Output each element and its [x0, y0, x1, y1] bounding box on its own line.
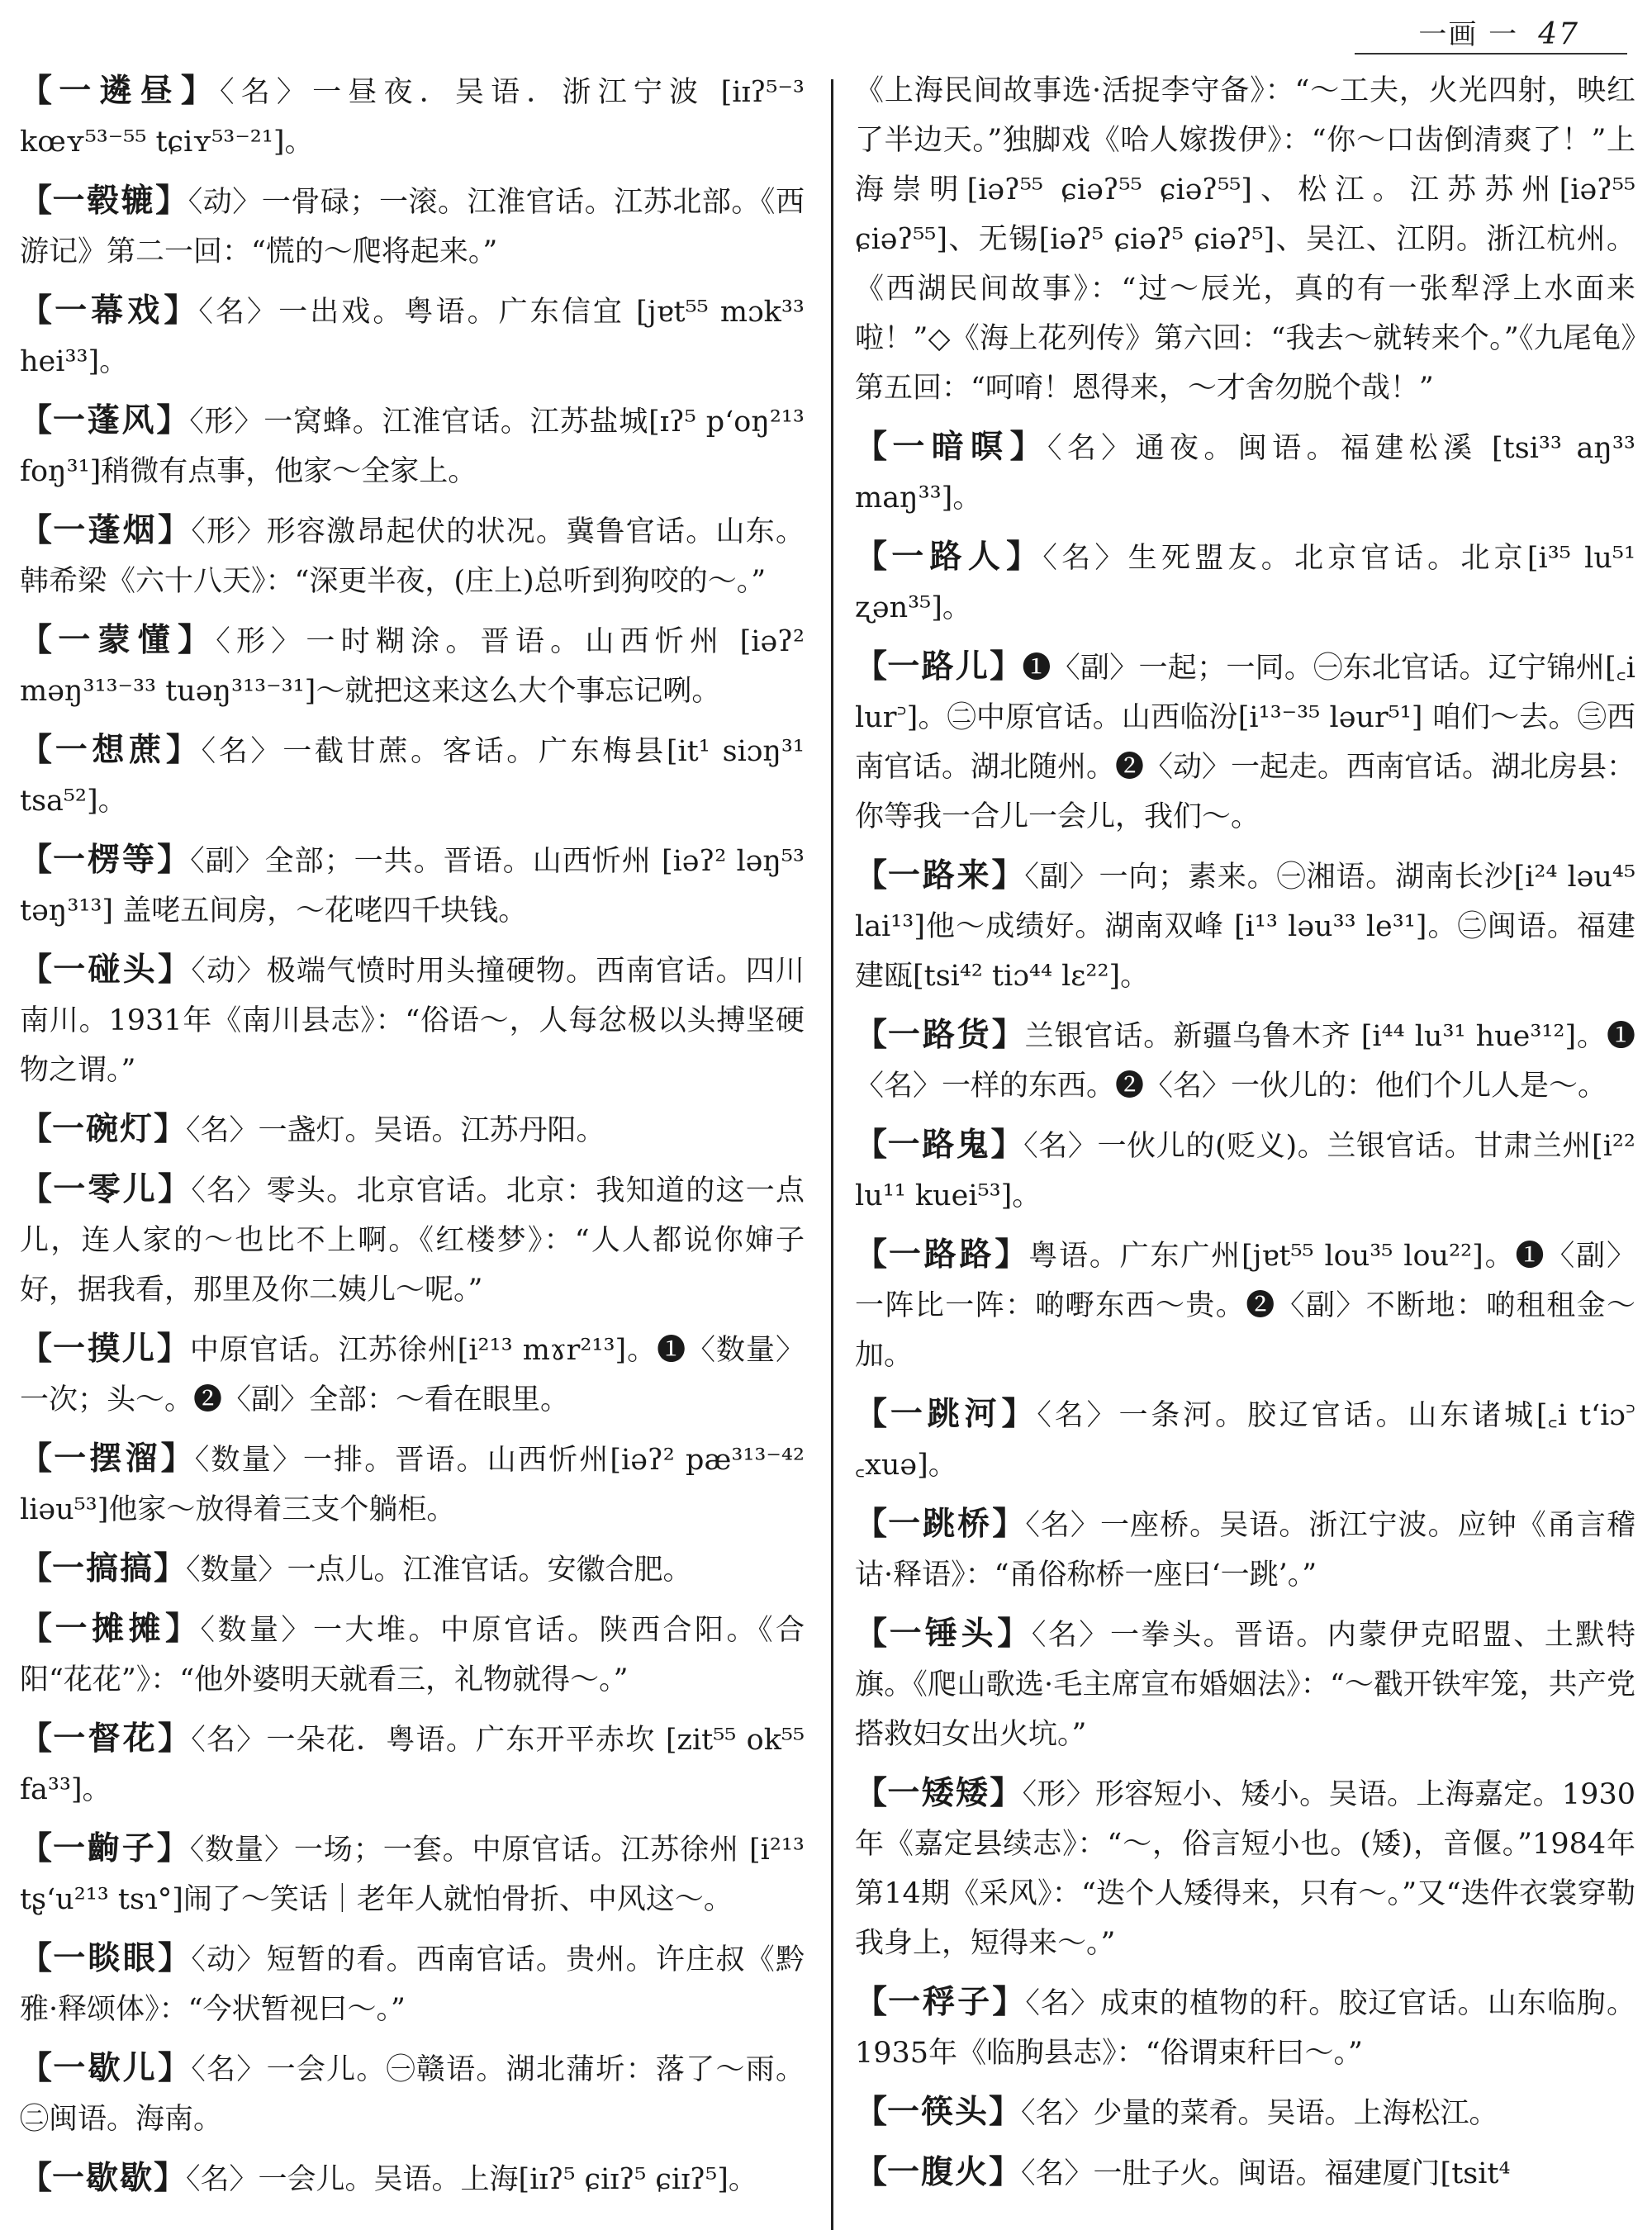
headword: 一碗灯 [52, 1110, 154, 1148]
entry-definition: 〈数量〉一场；一套。中原官话。江苏徐州 [i²¹³ tʂʻu²¹³ tsɿ°]闹了～笑话｜老年人就怕骨折、中风这～。 [20, 1834, 805, 1916]
entry-definition: 中原官话。江苏徐州[i²¹³ mɤr²¹³]。❶〈数量〉一次；头～。❷〈副〉全部：～看在眼里。 [20, 1334, 805, 1416]
dictionary-entry [20, 1544, 805, 1595]
dictionary-entry [20, 615, 805, 716]
headword-bracket-close: 】 [1001, 1395, 1037, 1433]
headword-bracket-close: 】 [158, 951, 192, 989]
dictionary-entry [855, 642, 1635, 842]
dictionary-entry [20, 1165, 805, 1315]
headword-bracket-open: 【 [20, 731, 55, 769]
headword-bracket-open: 【 [20, 401, 53, 439]
headword-bracket-close: 】 [158, 1170, 192, 1208]
dictionary-entry [20, 1434, 805, 1535]
headword-bracket-close: 】 [992, 1983, 1026, 2021]
entry-definition: 〈形〉一窝蜂。江淮官话。江苏盐城[ɪʔ⁵ pʻoŋ²¹³ foŋ³¹]稍微有点事，他家～全家上。 [20, 406, 805, 488]
headword-bracket-close: 】 [154, 2159, 187, 2197]
dictionary-entry [20, 945, 805, 1095]
dictionary-entry [20, 2153, 805, 2204]
headword-bracket-close: 】 [158, 1939, 192, 1977]
headword: 一路儿 [887, 648, 990, 686]
dictionary-entry [855, 1768, 1635, 1968]
headword-bracket-close: 】 [990, 648, 1023, 686]
headword-bracket-open: 【 [20, 1610, 55, 1648]
headword-bracket-open: 【 [855, 1126, 888, 1164]
headword-bracket-close: 】 [164, 292, 199, 330]
headword-bracket-open: 【 [20, 182, 53, 220]
column-divider [831, 79, 833, 2230]
dictionary-entry [20, 725, 805, 826]
headword: 一筷头 [887, 2093, 990, 2131]
entry-definition: 〈名〉一伙儿的(贬义)。兰银官话。甘肃兰州[i²² lu¹¹ kuei⁵³]。 [855, 1130, 1635, 1212]
headword-bracket-open: 【 [855, 1505, 889, 1543]
entry-definition: 〈名〉生死盟友。北京官话。北京[i³⁵ lu⁵¹ ʐən³⁵]。 [855, 542, 1635, 624]
headword: 一暗暝 [892, 428, 1010, 466]
headword: 一歇歇 [52, 2159, 154, 2197]
entry-definition: 〈副〉全部；一共。晋语。山西忻州 [iəʔ² ləŋ⁵³ təŋ³¹³] 盖咾五间房，～花咾四千块钱。 [20, 845, 805, 928]
entry-definition: 〈名〉一肚子火。闽语。福建厦门[tsit⁴ [1021, 2157, 1511, 2190]
entry-definition: 〈数量〉一排。晋语。山西忻州[iəʔ² pæ³¹³⁻⁴² liəu⁵³]他家～放得着三支个躺柜。 [20, 1444, 805, 1526]
headword-bracket-close: 】 [154, 1549, 187, 1587]
headword-bracket-close: 】 [156, 401, 190, 439]
headword-bracket-close: 】 [156, 1330, 190, 1368]
headword: 一蓬风 [52, 401, 157, 439]
running-head [1418, 12, 1579, 52]
headword-bracket-close: 】 [991, 856, 1025, 894]
headword: 一稃子 [888, 1983, 993, 2021]
entry-definition: 〈名〉一会儿。㊀赣语。湖北蒲圻：落了～雨。㊁闽语。海南。 [20, 2053, 805, 2136]
headword-bracket-close: 】 [157, 841, 191, 879]
headword-bracket-close: 】 [177, 621, 216, 659]
headword-bracket-close: 】 [157, 1720, 192, 1758]
headword-bracket-open: 【 [20, 1110, 53, 1148]
headword: 一幕戏 [55, 292, 164, 330]
headword-bracket-open: 【 [20, 951, 54, 989]
headword-bracket-open: 【 [20, 1829, 53, 1867]
headword-bracket-open: 【 [855, 538, 892, 576]
headword: 一跳桥 [888, 1505, 993, 1543]
entry-definition: 〈名〉一出戏。粤语。广东信宜 [jɐt⁵⁵ mɔk³³ hei³³]。 [20, 296, 805, 378]
entry-definition: 〈名〉零头。北京官话。北京：我知道的这一点儿，连人家的～也比不上啊。《红楼梦》：“人人都说你婶子好，据我看，那里及你二姨儿～呢。” [20, 1174, 805, 1307]
headword-bracket-open: 【 [855, 1395, 890, 1433]
headword: 一路人 [891, 538, 1007, 576]
headword-bracket-close: 】 [165, 1610, 201, 1648]
headword: 一摸儿 [52, 1330, 157, 1368]
headword: 一毂辘 [52, 182, 156, 220]
dictionary-entry [20, 1933, 805, 2034]
headword-bracket-open: 【 [20, 72, 59, 110]
headword-bracket-close: 】 [165, 731, 202, 769]
headword-bracket-close: 】 [160, 1440, 195, 1478]
headword-bracket-open: 【 [20, 841, 54, 879]
dictionary-entry [855, 1389, 1635, 1490]
headword-bracket-open: 【 [20, 621, 59, 659]
right-column [855, 66, 1635, 2220]
headword-bracket-close: 】 [1009, 428, 1047, 466]
entry-definition: 〈数量〉一点儿。江淮官话。安徽合肥。 [186, 1554, 692, 1587]
headword-bracket-close: 】 [997, 1615, 1032, 1653]
dictionary-entry [855, 1010, 1635, 1111]
header-rule [1355, 53, 1627, 55]
headword-bracket-open: 【 [855, 1615, 890, 1653]
entry-definition: 粤语。广东广州[jɐt⁵⁵ lou³⁵ lou²²]。❶〈副〉一阵比一阵：啲嘢东西～贵。❷〈副〉不断地：啲租租金～加。 [855, 1240, 1635, 1372]
headword: 一想蔗 [55, 731, 166, 769]
headword: 一零儿 [53, 1170, 159, 1208]
headword-bracket-open: 【 [20, 2049, 54, 2087]
continued-entry-text: 《上海民间故事选·活捉李守备》：“～工夫，火光四射，映红了半边天。”独脚戏《哈人嫁拨伊》：“你～口齿倒清爽了！”上海崇明[iəʔ⁵⁵ ɕiəʔ⁵⁵ ɕiəʔ⁵⁵]、松江。江苏苏州[iəʔ⁵⁵ ɕiəʔ⁵⁵]、无锡[iəʔ⁵ ɕiəʔ⁵ ɕiəʔ⁵]、吴江、江阴。浙江杭州。《西湖民间故事》：“过～辰光，真的有一张犁浮上水面来啦！”◇《海上花列传》第六回：“我去～就转来个。”《九尾龟》第五回：“呵唷！恩得来，～才舍勿脱个哉！” [855, 74, 1635, 405]
headword: 一腹火 [887, 2153, 990, 2191]
running-head-text: 一画 一 [1418, 18, 1519, 51]
headword-bracket-open: 【 [855, 1983, 889, 2021]
dictionary-entry [855, 2087, 1635, 2138]
headword-bracket-close: 】 [158, 511, 192, 549]
headword-bracket-open: 【 [20, 1939, 54, 1977]
entry-definition: 〈名〉一条河。胶辽官话。山东诸城[꜀i tʻiɔ꜄ ꜀xuə]。 [855, 1399, 1635, 1482]
headword-bracket-open: 【 [20, 1549, 53, 1587]
dictionary-entry [855, 1977, 1635, 2078]
dictionary-entry [20, 2043, 805, 2144]
headword-bracket-close: 】 [991, 1016, 1025, 1054]
entry-definition: 〈名〉一昼夜．吴语．浙江宁波 [iɪʔ⁵⁻³ kœʏ⁵³⁻⁵⁵ tɕiʏ⁵³⁻²¹]。 [20, 76, 805, 159]
dictionary-entry [20, 286, 805, 387]
headword: 一摊摊 [55, 1610, 165, 1648]
entry-definition: 〈名〉一拳头。晋语。内蒙伊克昭盟、土默特旗。《爬山歌选·毛主席宣布婚姻法》：“～戳开铁牢笼，共产党搭救妇女出火坑。” [855, 1619, 1635, 1751]
dictionary-entry [20, 1824, 805, 1924]
headword: 一歇儿 [53, 2049, 159, 2087]
headword: 一睒眼 [53, 1939, 159, 1977]
entry-definition: 〈名〉一盏灯。吴语。江苏丹阳。 [186, 1114, 605, 1147]
headword-bracket-open: 【 [20, 1170, 54, 1208]
entry-definition: 〈名〉少量的菜肴。吴语。上海松江。 [1021, 2097, 1498, 2130]
headword: 一楞等 [53, 841, 158, 879]
entry-definition: 〈名〉成束的植物的秆。胶辽官话。山东临朐。1935年《临朐县志》：“俗谓束秆曰～。” [855, 1987, 1635, 2070]
headword-bracket-open: 【 [20, 1330, 53, 1368]
dictionary-entry [855, 422, 1635, 523]
dictionary-entry [20, 396, 805, 496]
dictionary-entry [855, 1499, 1635, 1600]
headword: 一跳河 [890, 1395, 1002, 1433]
headword: 一遴昼 [59, 72, 181, 110]
dictionary-entry [855, 532, 1635, 633]
headword-bracket-close: 】 [995, 1236, 1029, 1274]
dictionary-entry [20, 1104, 805, 1155]
headword-bracket-open: 【 [855, 1016, 888, 1054]
entry-definition: 〈名〉一座桥。吴语。浙江宁波。应钟《甬言稽诂·释语》：“甬俗称桥一座曰‘一跳’。” [855, 1509, 1635, 1592]
dictionary-entry [20, 1324, 805, 1425]
headword-bracket-open: 【 [855, 648, 888, 686]
dictionary-entry [20, 835, 805, 936]
left-column [20, 66, 805, 2220]
page-number: 47 [1538, 17, 1579, 51]
entry-definition: 〈名〉一截甘蔗。客话。广东梅县[it¹ siɔŋ³¹ tsa⁵²]。 [20, 735, 805, 818]
entry-definition: 〈动〉一骨碌；一滚。江淮官话。江苏北部。《西游记》第二一回：“慌的～爬将起来。” [20, 186, 805, 268]
headword: 一矮矮 [887, 1774, 990, 1812]
headword-bracket-open: 【 [20, 1440, 55, 1478]
headword-bracket-open: 【 [855, 2153, 888, 2191]
headword: 一路货 [887, 1016, 992, 1054]
entry-definition: 〈形〉形容激昂起伏的状况。冀鲁官话。山东。韩希梁《六十八天》：“深更半夜，(庄上)总听到狗咬的～。” [20, 515, 805, 598]
headword: 一督花 [53, 1720, 158, 1758]
dictionary-entry [855, 2147, 1635, 2199]
dictionary-entry [20, 1604, 805, 1705]
headword: 一齣子 [52, 1829, 157, 1867]
headword-bracket-open: 【 [855, 2093, 888, 2131]
entry-definition: 〈副〉一向；素来。㊀湘语。湖南长沙[i²⁴ ləu⁴⁵ lai¹³]他～成绩好。湖南双峰 [i¹³ ləu³³ le³¹]。㊁闽语。福建建瓯[tsi⁴² tiɔ⁴⁴ lɛ²²]。 [855, 861, 1635, 993]
dictionary-entry [855, 1120, 1635, 1221]
dictionary-entry [20, 176, 805, 277]
entry-definition: 〈形〉一时糊涂。晋语。山西忻州 [iəʔ² məŋ³¹³⁻³³ tuəŋ³¹³⁻³¹]～就把这来这么大个事忘记咧。 [20, 625, 805, 708]
headword: 一摆溜 [54, 1440, 161, 1478]
headword-bracket-close: 】 [156, 1829, 190, 1867]
entry-definition: 〈动〉短暂的看。西南官话。贵州。许庄叔《黔雅·释颂体》：“今状暂视曰～。” [20, 1943, 805, 2026]
headword-bracket-open: 【 [855, 428, 893, 466]
headword: 一碰头 [53, 951, 159, 989]
entry-definition: 〈动〉极端气愤时用头撞硬物。西南官话。四川南川。1931年《南川县志》：“俗语～，人每忿极以头搏坚硬物之谓。” [20, 955, 805, 1087]
headword: 一蓬烟 [53, 511, 159, 549]
entry-definition: 〈形〉形容短小、矮小。吴语。上海嘉定。1930年《嘉定县续志》：“～，俗言短小也。(矮)，音偃。”1984年第14期《采风》：“迭个人矮得来，只有～。”又“迭件衣裳穿勒我身上，短得来～。” [855, 1778, 1635, 1960]
headword-bracket-close: 】 [992, 1505, 1026, 1543]
dictionary-entry [855, 1609, 1635, 1759]
entry-definition: 兰银官话。新疆乌鲁木齐 [i⁴⁴ lu³¹ hue³¹²]。❶〈名〉一样的东西。❷〈名〉一伙儿的：他们个儿人是～。 [855, 1020, 1635, 1103]
entry-definition: 〈名〉一朵花．粤语。广东开平赤坎 [zit⁵⁵ ok⁵⁵ fa³³]。 [20, 1724, 805, 1806]
headword-bracket-close: 】 [990, 1126, 1024, 1164]
entry-definition: 〈数量〉一大堆。中原官话。陕西合阳。《合阳“花花”》：“他外婆明天就看三，礼物就得～。” [20, 1614, 805, 1696]
headword-bracket-close: 】 [990, 1774, 1023, 1812]
headword-bracket-open: 【 [855, 1236, 889, 1274]
headword-bracket-open: 【 [855, 1774, 888, 1812]
headword-bracket-close: 】 [158, 2049, 192, 2087]
headword: 一锤头 [889, 1615, 998, 1653]
headword-bracket-open: 【 [20, 1720, 54, 1758]
headword-bracket-open: 【 [20, 2159, 53, 2197]
headword-bracket-open: 【 [20, 292, 55, 330]
headword-bracket-open: 【 [855, 856, 888, 894]
dictionary-entry [20, 1714, 805, 1815]
dictionary-entry [855, 851, 1635, 1001]
headword: 一路来 [887, 856, 992, 894]
headword-bracket-close: 】 [989, 2093, 1022, 2131]
dictionary-entry [20, 66, 805, 167]
entry-definition: 〈名〉一会儿。吴语。上海[iɪʔ⁵ ɕiɪʔ⁵ ɕiɪʔ⁵]。 [186, 2163, 757, 2196]
headword-bracket-open: 【 [20, 511, 54, 549]
headword-bracket-close: 】 [1006, 538, 1043, 576]
dictionary-entry [20, 505, 805, 606]
headword: 一蒙懂 [58, 621, 178, 659]
headword-bracket-close: 】 [155, 182, 188, 220]
entry-definition: ❶〈副〉一起；一同。㊀东北官话。辽宁锦州[꜀i lur꜄]。㊁中原官话。山西临汾[i¹³⁻³⁵ ləur⁵¹] 咱们～去。㊂西南官话。湖北随州。❷〈动〉一起走。西南官话。湖北房县：你等我一合儿一会儿，我们～。 [855, 652, 1635, 833]
entry-definition: 〈名〉通夜。闽语。福建松溪 [tsi³³ aŋ³³ maŋ³³]。 [855, 432, 1635, 515]
headword-bracket-close: 】 [180, 72, 221, 110]
headword: 一路鬼 [887, 1126, 991, 1164]
headword-bracket-close: 】 [154, 1110, 187, 1148]
headword: 一搞搞 [52, 1549, 154, 1587]
dictionary-entry [855, 1230, 1635, 1380]
headword-bracket-close: 】 [989, 2153, 1022, 2191]
headword: 一路路 [888, 1236, 995, 1274]
